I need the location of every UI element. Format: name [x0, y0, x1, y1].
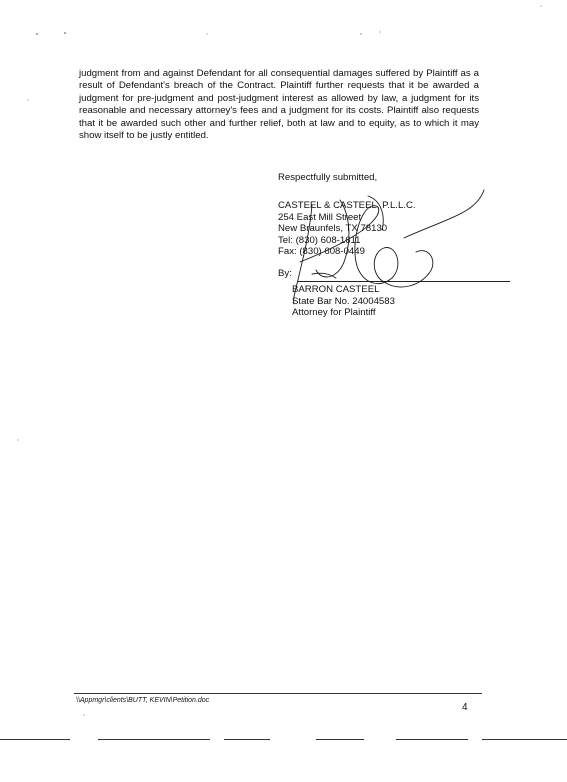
attorney-role: Attorney for Plaintiff — [292, 307, 376, 318]
body-paragraph: judgment from and against Defendant for all consequential damages suffered by Plaintiff as a result of Defendant's breach of the Contract. Plaintiff further requests that it be awarded a judgment for pre-judgment and post-judgment interest as allowed by law, a judgment for its reasonable and necessary attorney's fees and a judgment for its costs. Plaintiff also requests that it be awarded such other and further relief, both at law and to equity, as to which it may show itself to be justly entitled. — [79, 68, 479, 142]
city-state-zip: New Braunfels, TX 78130 — [278, 223, 388, 234]
street-address: 254 East Mill Street — [278, 211, 362, 223]
by-label: By: — [278, 268, 292, 279]
telephone: Tel: (830) 608-1611 — [278, 234, 361, 246]
fax: Fax: (830) 608-0449 — [278, 246, 365, 257]
bar-number: State Bar No. 24004583 — [292, 295, 395, 307]
attorney-name: BARRON CASTEEL — [292, 284, 380, 295]
firm-name: CASTEEL & CASTEEL, P.L.L.C. — [278, 200, 416, 211]
page-number: 4 — [462, 702, 468, 713]
closing-line: Respectfully submitted, — [278, 172, 378, 183]
footer-file-path: \\Appmgr\clients\BUTT, KEVIN\Petition.doc — [76, 697, 210, 704]
